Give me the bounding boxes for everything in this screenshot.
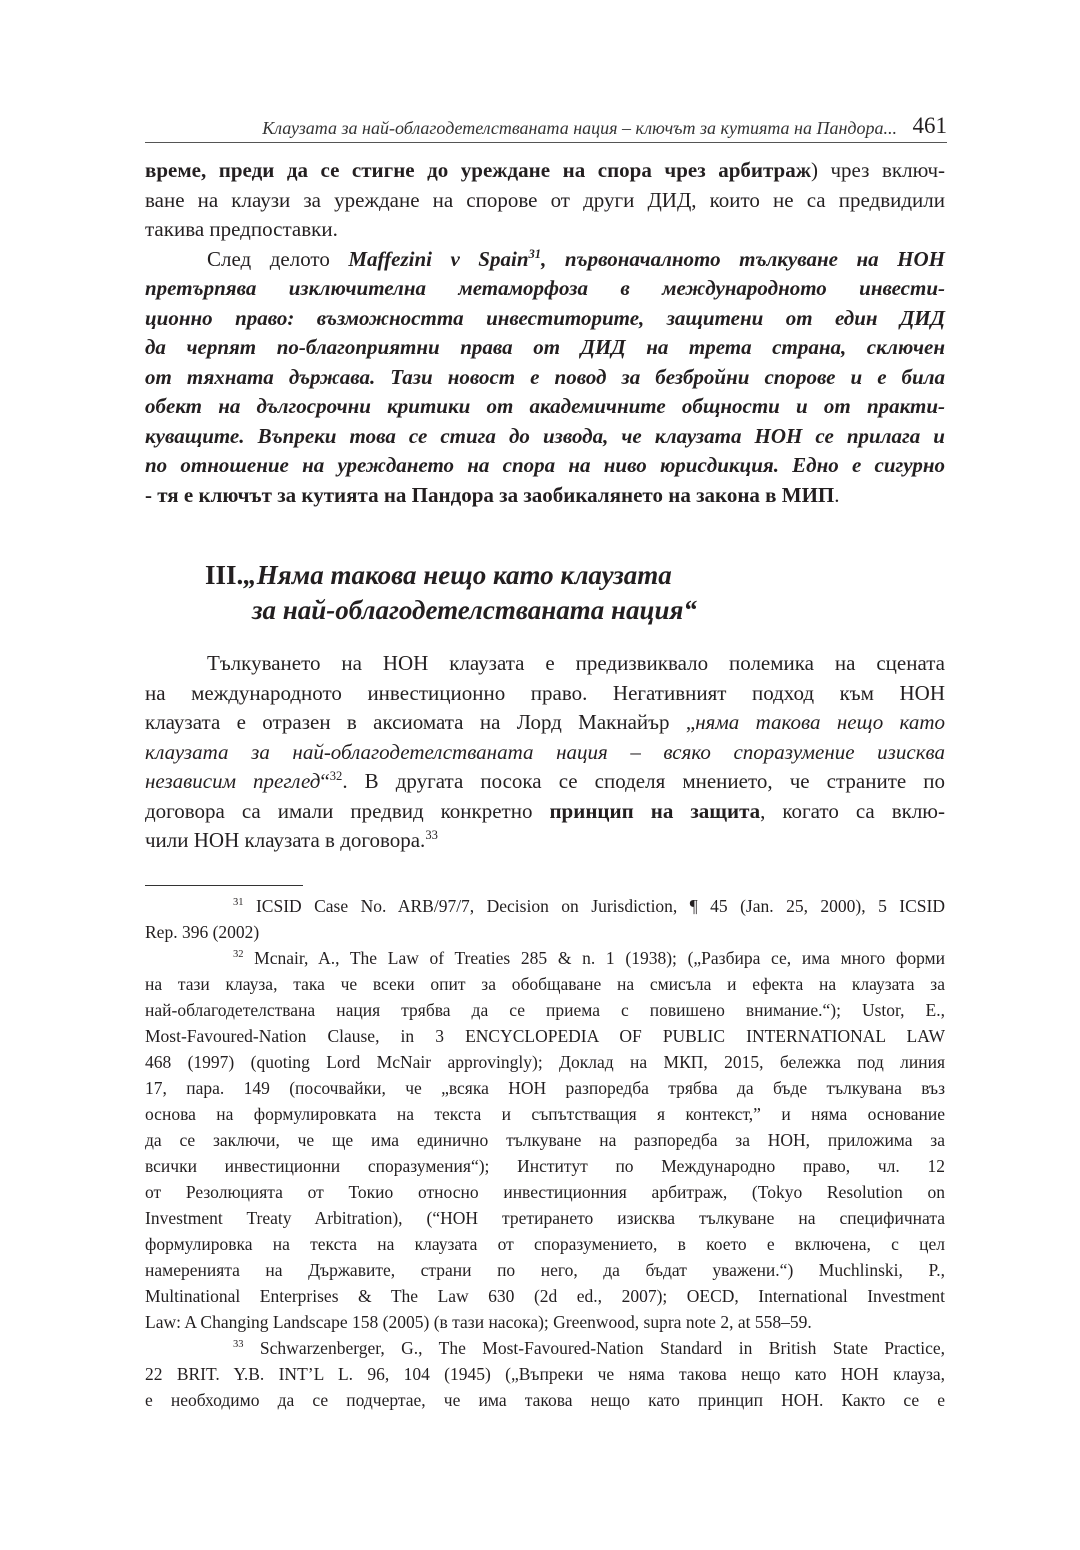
text-line [145,451,945,481]
footnote-ref: 32 [329,769,343,783]
footnote-line [145,1361,945,1387]
text-run: - тя е ключът за кутията на Пандора за заобикалянето на закона в МИП [145,482,835,507]
text-line [145,186,945,216]
footnote-line [145,945,945,971]
text-run: Investment Treaty Arbitration), (“НОН третирането изисква тълкуване на специфичната [145,1208,945,1228]
text-run: Schwarzenberger, G., The Most-Favoured-Nation Standard in British State Practice, [243,1338,945,1358]
text-run: , първоначалното тълкуване на НОН [541,246,945,271]
text-line [145,274,945,304]
footnote-line [145,1283,945,1309]
text-run: . В другата посока се споделя мнението, че страните по [342,769,945,793]
text-run: формулировка на текста на клаузата от споразумението, в което е включена, с цел [145,1234,945,1254]
footnote-line [145,1205,945,1231]
text-run: обект на дългосрочни критики от академичните общности и от практи- [145,394,945,418]
text-line [145,679,945,709]
footnote-ref: 33 [233,1339,244,1351]
text-run: Multinational Enterprises & The Law 630 (2d ed., 2007); OECD, International Investment [145,1286,945,1306]
text-run: е необходимо да се подчертае, че има такова нещо като принцип НОН. Както се е [145,1390,945,1410]
text-run: на тази клауза, така че всеки опит за обобщаване на смисъла и ефекта на клаузата за [145,974,945,994]
footnote-line [145,1179,945,1205]
text-line [145,333,945,363]
text-run: намеренията на Държавите, страни по него, да бъдат уважени.“) Muchlinski, P., [145,1260,945,1280]
text-run: Rep. 396 (2002) [145,922,260,942]
body-text-section-2 [145,649,945,856]
heading-line-2: за най-облагодетелстваната нация“ [252,595,697,625]
text-run: най-облагодетелствана нация трябва да се приема с повишено внимание.“); Ustor, E., [145,1000,945,1020]
footnote-line [145,1257,945,1283]
text-line [145,215,945,245]
text-run: чили НОН клаузата в договора. [145,828,426,852]
footnotes [145,893,945,1413]
text-run: независим преглед [145,769,321,793]
text-run: ване на клаузи за уреждане на спорове от други ДИД, които не са предвидили [145,187,945,212]
footnote-line [145,1023,945,1049]
text-line [145,797,945,827]
section-heading [205,558,1005,628]
text-run: да черпят по-благоприятни права от ДИД на трета страна, сключен [145,335,945,359]
text-run: претърпява изключителна метаморфоза в международното инвести- [145,276,945,300]
text-run: . [834,482,840,507]
text-line [145,481,945,511]
heading-number: III. [205,560,244,590]
text-run: ционно право: възможността инвеститорите, защитени от един ДИД [145,305,945,330]
footnote-line [145,1153,945,1179]
text-run: 468 (1997) (quoting Lord McNair approvingly); Доклад на МКП, 2015, бележка под линия [145,1052,945,1072]
text-run: Тълкуването на НОН клаузата е предизвиквало полемика на сцената [207,651,945,675]
text-run: “ [320,769,330,793]
text-run: куващите. Въпреки това се стига до извода, че клаузата НОН се прилага и [145,423,945,448]
text-run: Mcnair, A., The Law of Treaties 285 & n. 1 (1938); („Разбира се, има много форми [243,948,945,968]
text-line [145,649,945,679]
footnote-line [145,1387,945,1413]
text-run: Maffezini v Spain [348,246,529,271]
text-run: ) чрез включ- [810,158,946,182]
footnote-line [145,1049,945,1075]
text-run: по отношение на уреждането на спора на ниво юрисдикция. Едно е сигурно [145,453,945,477]
footnote-ref: 33 [425,828,438,842]
footnote-line [145,919,945,945]
text-run: основа на формулировката на текста и съпътстващия я контекст,” и няма основание [145,1104,945,1124]
text-run: време, преди да се стигне до уреждане на спора чрез арбитраж [145,158,811,182]
text-run: ICSID Case No. ARB/97/7, Decision on Jurisdiction, ¶ 45 (Jan. 25, 2000), 5 ICSID [243,896,945,916]
footnote-line [145,1101,945,1127]
text-run: , когато са вклю- [760,798,945,823]
body-text-section-1 [145,156,945,510]
footnote-line [145,1309,945,1335]
text-line [145,392,945,422]
footnote-line [145,1335,945,1361]
text-run: принцип на защита [549,798,761,823]
text-run: да се заключи, че ще има единично тълкуване на разпоредба за НОН, приложима за [145,1130,945,1150]
text-run: клаузата за най-облагодетелстваната нация – всяко споразумение изисква [145,739,945,764]
text-run: такива предпоставки. [145,217,338,241]
footnote-ref: 31 [528,246,542,261]
text-line [145,738,945,768]
text-run: от тяхната държава. Тази новост е повод за безбройни спорове и е била [145,364,945,389]
footnote-line [145,971,945,997]
text-run: няма такова нещо като [695,710,945,734]
heading-title-1: „Няма такова нещо като клаузата [243,560,672,590]
footnote-ref: 32 [233,949,244,961]
text-line [145,245,945,275]
footnote-line [145,893,945,919]
footnote-line [145,997,945,1023]
text-line [145,767,945,797]
text-run: клаузата е отразен в аксиомата на Лорд Макнайър „ [145,710,696,734]
footnote-line [145,1231,945,1257]
text-line [145,422,945,452]
text-run: от Резолюцията от Токио относно инвестиционния арбитраж, (Tokyo Resolution on [145,1182,945,1202]
footnote-line [145,1075,945,1101]
text-line [145,708,945,738]
text-run: 22 BRIT. Y.B. INT’L L. 96, 104 (1945) („Въпреки че няма такова нещо като НОН клауза, [145,1364,945,1384]
text-run: на международното инвестиционно право. Негативният подход към НОН [145,680,945,705]
text-line [145,826,945,856]
footnote-divider [145,885,303,886]
running-title: Клаузата за най-облагодетелстваната нация – ключът за кутията на Пандора... [262,118,897,138]
text-line [145,156,945,186]
text-run: След делото [207,246,349,271]
text-run: Law: A Changing Landscape 158 (2005) (в тази насока); Greenwood, supra note 2, at 558–59. [145,1312,812,1332]
text-run: Most-Favoured-Nation Clause, in 3 ENCYCLOPEDIA OF PUBLIC INTERNATIONAL LAW [145,1026,945,1046]
footnote-ref: 31 [233,897,244,909]
footnote-line [145,1127,945,1153]
text-line [145,304,945,334]
text-line [145,363,945,393]
page-number: 461 [912,113,947,138]
text-run: договора са имали предвид конкретно [145,798,550,823]
text-run: 17, пара. 149 (посочвайки, че „всяка НОН разпоредба трябва да бъде тълкувана въз [145,1078,945,1098]
heading-line-1 [205,558,1005,593]
running-header [145,114,947,143]
text-run: всички инвестиционни споразумения“); Институт по Международно право, чл. 12 [145,1156,945,1176]
